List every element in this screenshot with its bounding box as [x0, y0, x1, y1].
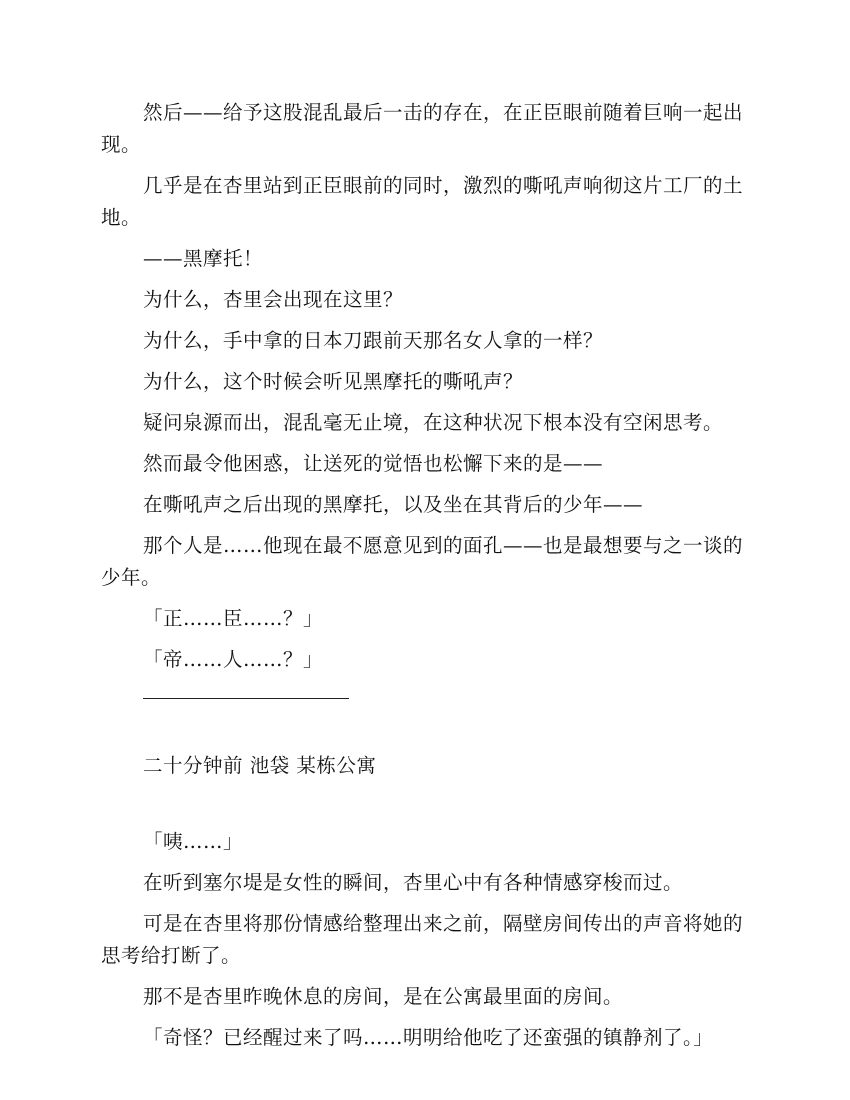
document-page — [101, 97, 753, 1063]
paragraph: 几乎是在杏里站到正臣眼前的同时，激烈的嘶吼声响彻这片工厂的土地。 — [101, 174, 744, 229]
paragraph: 那个人是……他现在最不愿意见到的面孔——也是最想要与之一谈的少年。 — [101, 534, 744, 589]
dialogue-line: 「奇怪？已经醒过来了吗……明明给他吃了还蛮强的镇静剂了。」 — [143, 1026, 714, 1049]
paragraph: 可是在杏里将那份情感给整理出来之前，隔壁房间传出的声音将她的思考给打断了。 — [101, 912, 744, 967]
paragraph: 为什么，这个时候会听见黑摩托的嘶吼声？ — [143, 370, 524, 393]
scene-separator-line — [143, 698, 349, 699]
paragraph: 然而最令他困惑，让送死的觉悟也松懈下来的是—— — [143, 452, 604, 475]
dialogue-line: 「咦……」 — [143, 830, 244, 853]
scene-heading: 二十分钟前 池袋 某栋公寓 — [143, 754, 377, 777]
paragraph: 在听到塞尔堤是女性的瞬间，杏里心中有各种情感穿梭而过。 — [143, 871, 684, 894]
paragraph: 为什么，手中拿的日本刀跟前天那名女人拿的一样？ — [143, 329, 604, 352]
paragraph: 在嘶吼声之后出现的黑摩托，以及坐在其背后的少年—— — [143, 493, 644, 516]
paragraph: 为什么，杏里会出现在这里？ — [143, 288, 404, 311]
dialogue-line: 「帝……人……？」 — [143, 648, 324, 671]
dialogue-line: 「正……臣……？」 — [143, 607, 324, 630]
scene-spacer — [101, 782, 753, 826]
paragraph: ——黑摩托！ — [143, 247, 264, 270]
paragraph: 疑问泉源而出，混乱毫无止境，在这种状况下根本没有空闲思考。 — [143, 411, 724, 434]
paragraph: 那不是杏里昨晚休息的房间，是在公寓最里面的房间。 — [143, 985, 624, 1008]
paragraph: 然后——给予这股混乱最后一击的存在，在正臣眼前随着巨响一起出现。 — [101, 101, 744, 156]
